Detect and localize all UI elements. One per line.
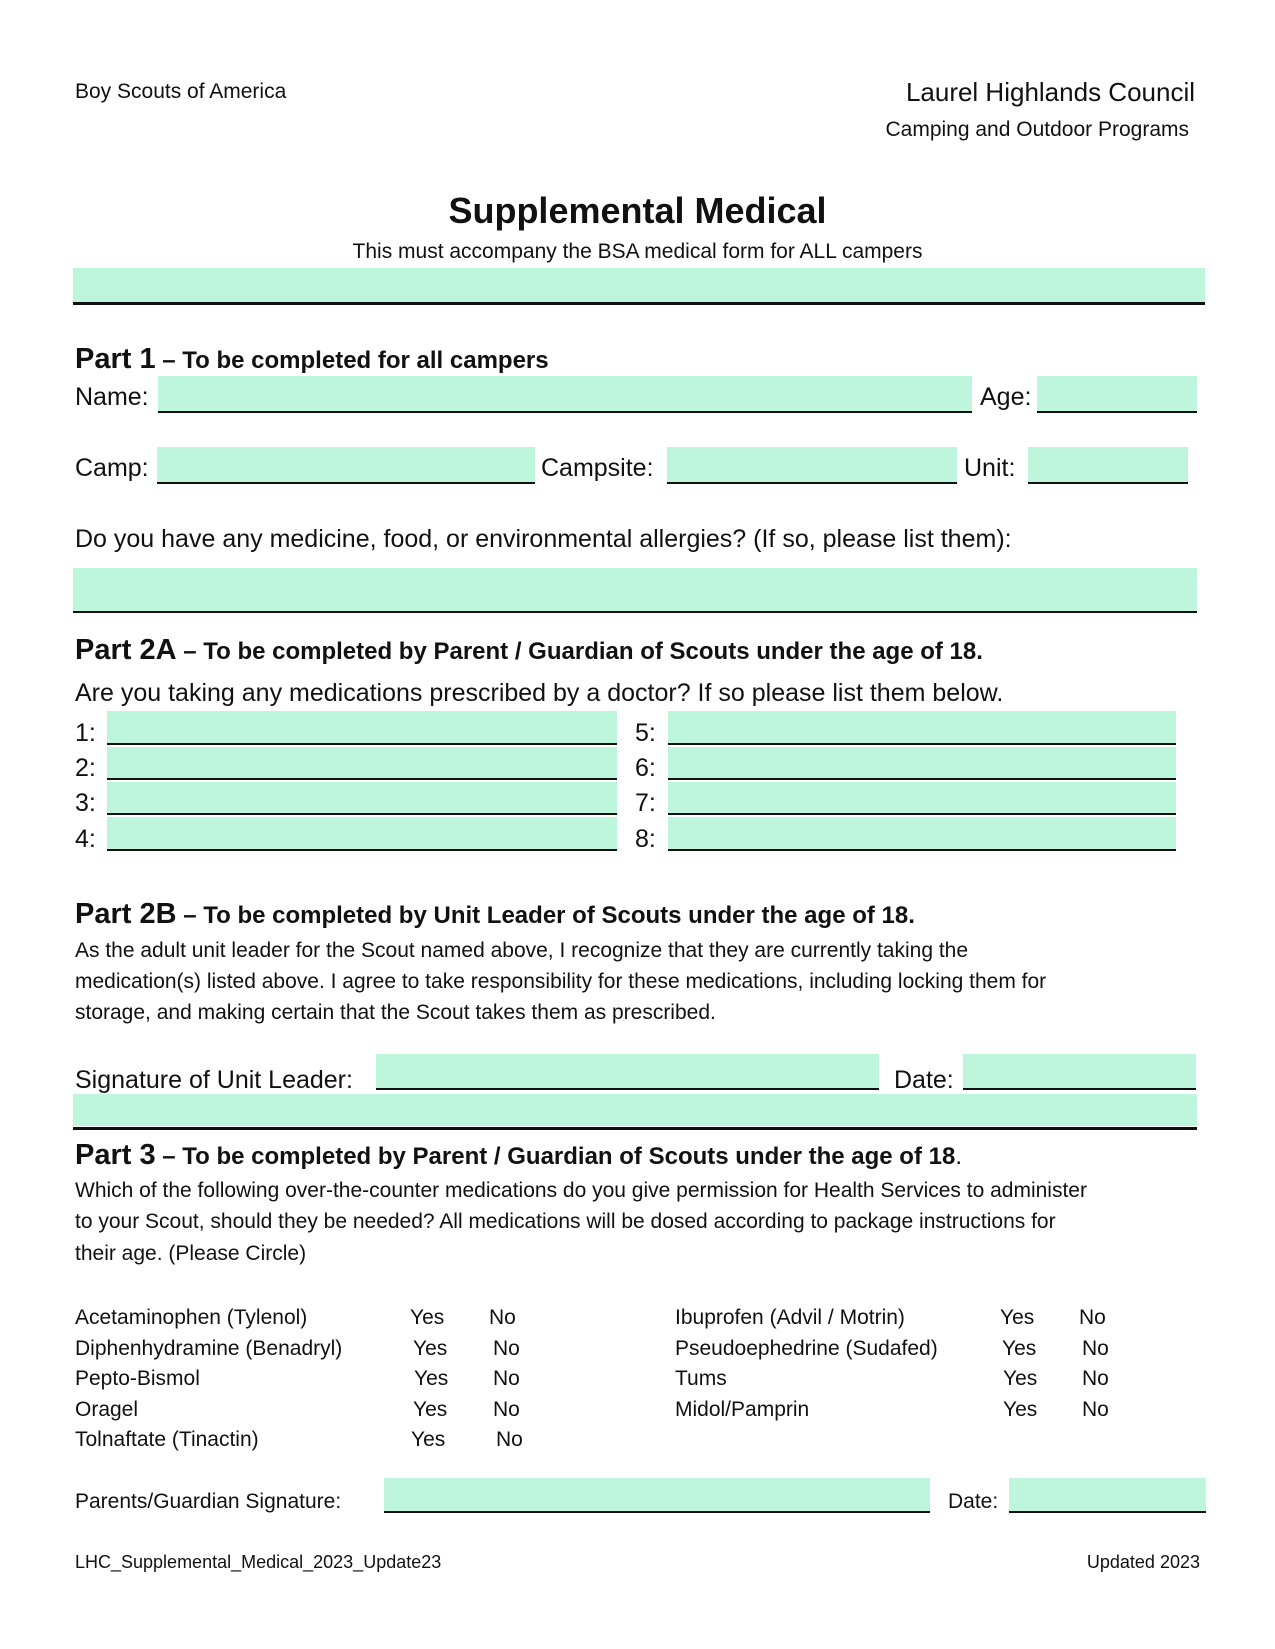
no-option[interactable]: No [493, 1398, 520, 1421]
part3-subtitle: – To be completed by Parent / Guardian of Scouts under the age of 18 [155, 1143, 956, 1170]
part3-heading [75, 1139, 962, 1172]
age-field[interactable] [1037, 376, 1197, 413]
yes-option[interactable]: Yes [413, 1398, 448, 1421]
med-label-8: 8: [635, 825, 656, 853]
med-label-5: 5: [635, 719, 656, 747]
otc-med-name: Pepto-Bismol [75, 1367, 200, 1390]
med-field-6[interactable] [668, 747, 1176, 780]
med-label-3: 3: [75, 789, 96, 817]
part2b-subtitle: – To be completed by Unit Leader of Scouts under the age of 18. [176, 902, 915, 929]
otc-med-name: Ibuprofen (Advil / Motrin) [675, 1306, 905, 1329]
no-option[interactable]: No [1082, 1367, 1109, 1390]
unit-label: Unit: [964, 454, 1016, 482]
med-field-4[interactable] [107, 817, 617, 851]
otc-med-name: Tums [675, 1367, 727, 1390]
no-option[interactable]: No [489, 1306, 516, 1329]
no-option[interactable]: No [496, 1428, 523, 1451]
part3-title: Part 3 [75, 1139, 156, 1171]
no-option[interactable]: No [1082, 1337, 1109, 1360]
parent-signature-label: Parents/Guardian Signature: [75, 1490, 342, 1513]
document-id: LHC_Supplemental_Medical_2023_Update23 [75, 1552, 442, 1572]
otc-med-name: Midol/Pamprin [675, 1398, 810, 1421]
yes-option[interactable]: Yes [1000, 1306, 1035, 1329]
part3-line-1: Which of the following over-the-counter medications do you give permission for Health Services to administer [75, 1179, 1087, 1202]
med-field-3[interactable] [107, 782, 617, 815]
part2b-line-2: medication(s) listed above. I agree to take responsibility for these medications, including locking them for [75, 970, 1047, 993]
part2a-subtitle: – To be completed by Parent / Guardian of Scouts under the age of 18. [176, 638, 983, 665]
otc-med-name: Acetaminophen (Tylenol) [75, 1306, 308, 1329]
medications-question: Are you taking any medications prescribed by a doctor? If so please list them below. [75, 679, 1004, 707]
parent-date-field[interactable] [1009, 1478, 1206, 1513]
part3-line-2: to your Scout, should they be needed? All medications will be dosed according to package instructions for [75, 1210, 1056, 1233]
yes-option[interactable]: Yes [411, 1428, 446, 1451]
campsite-field[interactable] [667, 447, 957, 484]
yes-option[interactable]: Yes [1003, 1367, 1038, 1390]
allergies-field[interactable] [73, 568, 1197, 613]
otc-med-name: Oragel [75, 1398, 139, 1421]
med-label-6: 6: [635, 754, 656, 782]
divider [73, 302, 1205, 305]
otc-med-name: Tolnaftate (Tinactin) [75, 1428, 259, 1451]
med-label-2: 2: [75, 754, 96, 782]
yes-option[interactable]: Yes [410, 1306, 445, 1329]
parent-date-label: Date: [948, 1490, 999, 1513]
part3-heading-period: . [955, 1143, 962, 1170]
part1-subtitle: – To be completed for all campers [155, 347, 549, 374]
name-field[interactable] [158, 376, 972, 413]
yes-option[interactable]: Yes [413, 1337, 448, 1360]
campsite-label: Campsite: [541, 454, 654, 482]
otc-med-name: Pseudoephedrine (Sudafed) [675, 1337, 938, 1360]
med-field-7[interactable] [668, 782, 1176, 815]
part1-title: Part 1 [75, 343, 156, 375]
part2a-heading [75, 634, 983, 667]
page-subtitle: This must accompany the BSA medical form for ALL campers [352, 240, 923, 263]
part2b-heading [75, 898, 915, 931]
unit-leader-signature-field[interactable] [376, 1054, 879, 1090]
yes-option[interactable]: Yes [414, 1367, 449, 1390]
no-option[interactable]: No [1079, 1306, 1106, 1329]
med-label-1: 1: [75, 719, 96, 747]
part2b-blank-field[interactable] [73, 1094, 1197, 1126]
header-blank-field[interactable] [73, 268, 1205, 302]
part2a-title: Part 2A [75, 634, 177, 666]
unit-leader-date-field[interactable] [963, 1054, 1196, 1090]
part1-heading [75, 343, 549, 376]
unit-leader-signature-label: Signature of Unit Leader: [75, 1066, 353, 1094]
part3-line-3: their age. (Please Circle) [75, 1242, 307, 1265]
med-field-2[interactable] [107, 747, 617, 780]
med-field-8[interactable] [668, 817, 1176, 851]
age-label: Age: [980, 383, 1032, 411]
unit-field[interactable] [1028, 447, 1188, 484]
part2b-line-3: storage, and making certain that the Scout takes them as prescribed. [75, 1001, 716, 1024]
camp-label: Camp: [75, 454, 149, 482]
allergies-question: Do you have any medicine, food, or environmental allergies? (If so, please list them): [75, 525, 1012, 553]
med-field-5[interactable] [668, 711, 1176, 745]
no-option[interactable]: No [493, 1367, 520, 1390]
otc-med-name: Diphenhydramine (Benadryl) [75, 1337, 343, 1360]
no-option[interactable]: No [493, 1337, 520, 1360]
org-name: Boy Scouts of America [75, 80, 287, 103]
med-label-4: 4: [75, 825, 96, 853]
med-label-7: 7: [635, 789, 656, 817]
camp-field[interactable] [157, 447, 535, 484]
yes-option[interactable]: Yes [1002, 1337, 1037, 1360]
part2b-line-1: As the adult unit leader for the Scout named above, I recognize that they are currently taking the [75, 939, 969, 962]
med-field-1[interactable] [107, 711, 617, 745]
page-title: Supplemental Medical [448, 190, 827, 231]
program-name: Camping and Outdoor Programs [885, 118, 1189, 141]
part2b-title: Part 2B [75, 898, 177, 930]
no-option[interactable]: No [1082, 1398, 1109, 1421]
updated-label: Updated 2023 [1086, 1552, 1200, 1572]
parent-signature-field[interactable] [384, 1478, 930, 1513]
council-name: Laurel Highlands Council [905, 77, 1195, 107]
divider [73, 1127, 1197, 1130]
yes-option[interactable]: Yes [1003, 1398, 1038, 1421]
unit-leader-date-label: Date: [894, 1066, 954, 1094]
name-label: Name: [75, 383, 149, 411]
